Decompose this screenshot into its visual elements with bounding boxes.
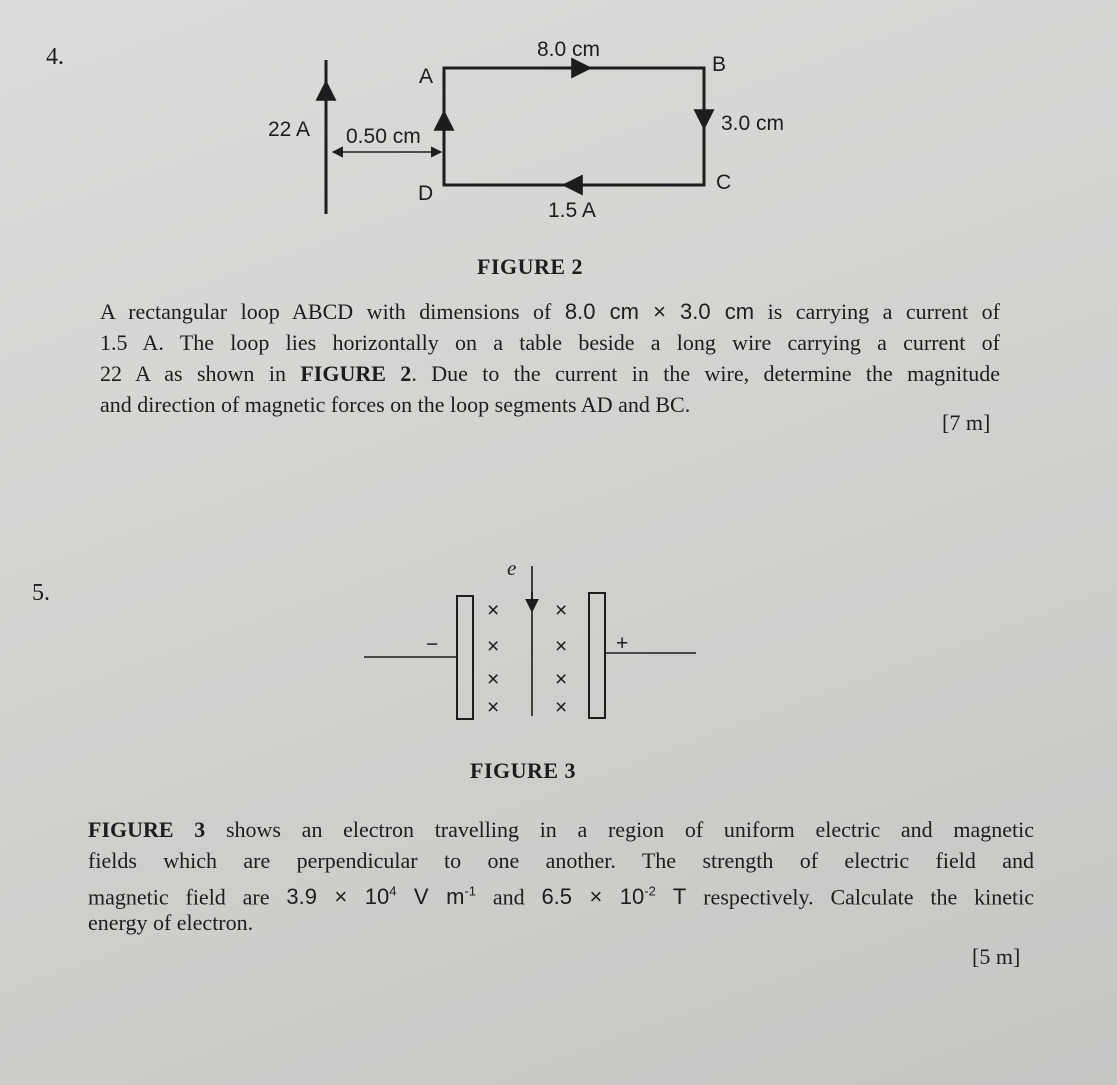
- electric-field-value: [286, 884, 476, 909]
- question-5-marks: [5 m]: [972, 944, 1021, 969]
- magnetic-field-value: [541, 884, 686, 909]
- q5-line-1: [88, 814, 1034, 845]
- side-length-label: 3.0 cm: [721, 112, 785, 135]
- q5-figure-ref: FIGURE 3: [88, 817, 206, 842]
- field-cross: ×: [487, 668, 500, 691]
- magnetic-field-mantissa: 6.5 × 10: [541, 884, 645, 910]
- electric-field-unit: V m: [413, 884, 465, 910]
- label-b: B: [712, 53, 727, 76]
- field-cross: ×: [487, 599, 500, 622]
- question-4-number: 4.: [46, 44, 64, 70]
- q4-text-3a: 22 A as shown in: [100, 361, 286, 386]
- label-a: A: [419, 65, 434, 88]
- q5-text-and: and: [492, 884, 525, 910]
- q4-text-1c: is carrying a current of: [767, 299, 1001, 324]
- question-4-marks: [7 m]: [942, 410, 991, 435]
- label-c: C: [716, 171, 732, 194]
- positive-label: +: [616, 632, 629, 655]
- q4-dimensions: 8.0 cm × 3.0 cm: [564, 299, 755, 324]
- field-cross: ×: [555, 635, 568, 658]
- q4-text-3c: . Due to the current in the wire, determine the magnitude: [411, 361, 1001, 386]
- electric-field-unit-exponent: -1: [464, 884, 476, 899]
- field-cross: ×: [487, 635, 500, 658]
- q4-text-1a: A rectangular loop ABCD with dimensions of: [100, 299, 552, 324]
- figure-3-caption: FIGURE 3: [470, 758, 577, 783]
- q5-line-4: energy of electron.: [88, 910, 254, 935]
- field-cross: ×: [555, 668, 568, 691]
- wire-current-label: 22 A: [268, 118, 311, 141]
- negative-plate: [457, 596, 473, 719]
- loop-current-label: 1.5 A: [548, 199, 596, 222]
- question-5-text: [88, 814, 1034, 938]
- magnetic-field-exponent: -2: [644, 884, 656, 899]
- q5-line-3: [88, 876, 1034, 910]
- separation-label: 0.50 cm: [346, 125, 421, 148]
- field-cross: ×: [555, 696, 568, 719]
- q4-figure-ref: FIGURE 2: [300, 361, 412, 386]
- negative-label: −: [426, 633, 439, 656]
- figure-2-caption: FIGURE 2: [477, 254, 584, 279]
- magnetic-field-unit: T: [672, 884, 687, 910]
- electric-field-exponent: 4: [389, 884, 397, 899]
- q4-line-2: 1.5 A. The loop lies horizontally on a table beside a long wire carrying a current of: [100, 330, 1000, 355]
- field-cross: ×: [555, 599, 568, 622]
- q5-text-3a: magnetic field are: [88, 884, 270, 910]
- q5-text-3c: respectively. Calculate the kinetic: [703, 884, 1034, 910]
- top-length-label: 8.0 cm: [537, 38, 601, 61]
- electric-field-mantissa: 3.9 × 10: [286, 884, 390, 910]
- question-5-number: 5.: [32, 580, 50, 606]
- q5-text-1b: shows an electron travelling in a region of uniform electric and magnetic: [225, 817, 1035, 842]
- label-d: D: [418, 182, 434, 205]
- q5-line-2: fields which are perpendicular to one another. The strength of electric field and: [88, 848, 1034, 873]
- field-cross: ×: [487, 696, 500, 719]
- positive-plate: [589, 593, 605, 718]
- electron-label: e: [507, 556, 517, 580]
- q4-line-4: and direction of magnetic forces on the loop segments AD and BC.: [100, 392, 691, 417]
